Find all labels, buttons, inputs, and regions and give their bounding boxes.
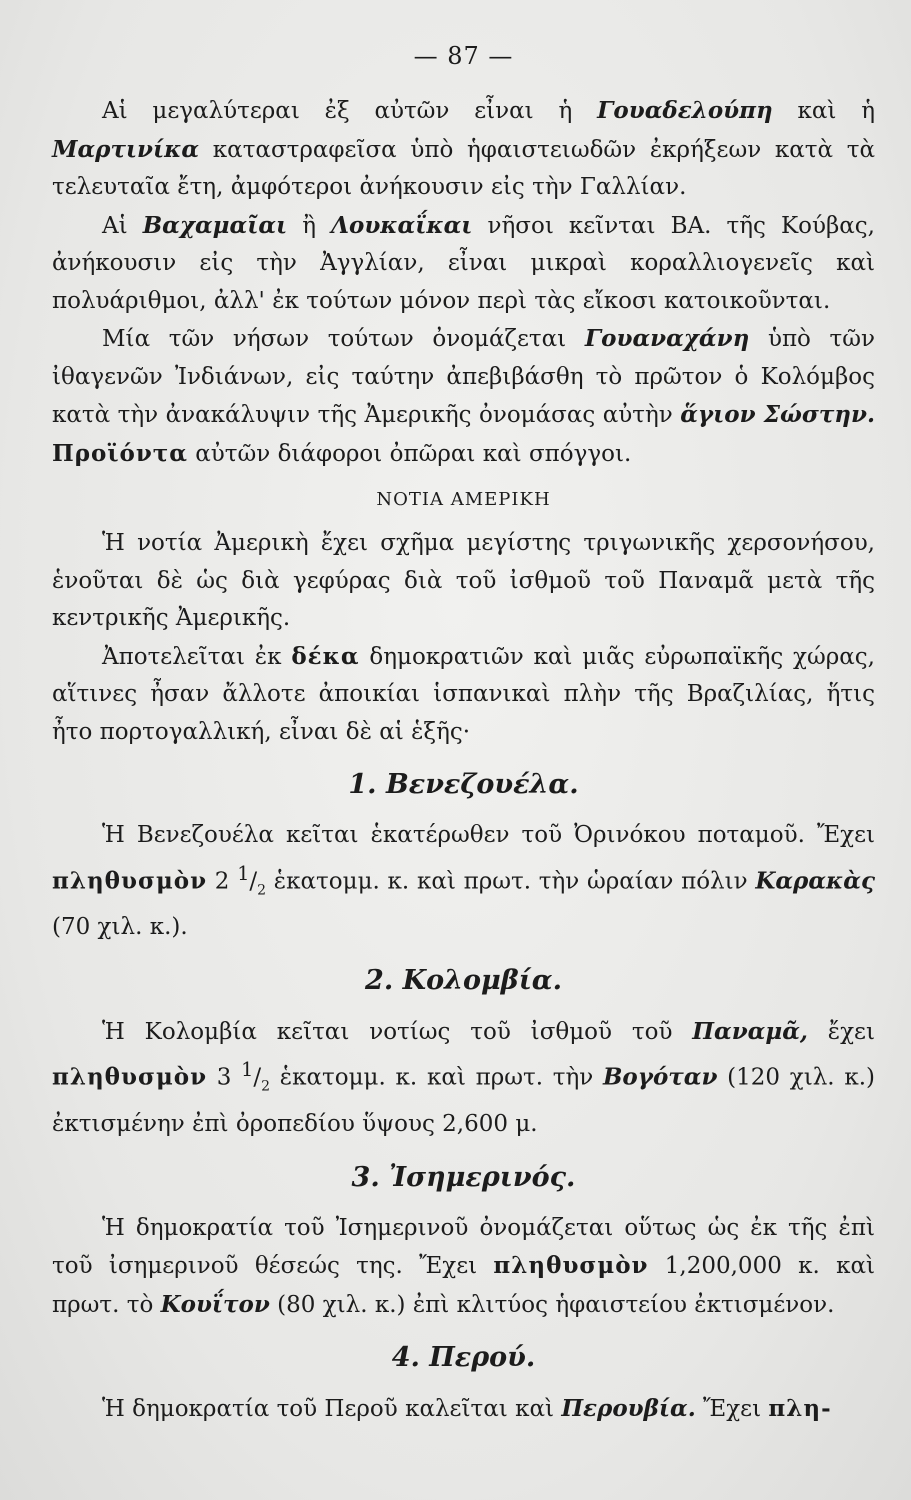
text: ἑκατομμ. κ. καὶ πρωτ. τὴν xyxy=(270,1064,603,1091)
page-number: — 87 — xyxy=(413,42,514,70)
heading-colombia: 2. Κολομβία. xyxy=(365,964,562,996)
emphasis-term: πληθυσμὸν xyxy=(493,1252,649,1279)
text: Ἡ δημοκρατία τοῦ Περοῦ καλεῖται καὶ xyxy=(102,1396,562,1422)
paragraph-south-america: Ἡ νοτία Ἀμερικὴ ἔχει σχῆμα μεγίστης τριγωνικῆς χερσονήσου, ἑνοῦται δὲ ὡς διὰ γεφύρας διὰ τοῦ ἰσθμοῦ τοῦ Παναμᾶ μετὰ τῆς κεντρικῆς Ἀμερικῆς. xyxy=(52,530,875,631)
text: Ἡ Κολομβία κεῖται νοτίως τοῦ ἰσθμοῦ τοῦ xyxy=(102,1018,693,1045)
text: (80 χιλ. κ.) ἐπὶ κλιτύος ἡφαιστείου ἐκτισμένον. xyxy=(269,1291,835,1318)
place-name: Μαρτινίκα xyxy=(52,135,200,163)
place-name: Λουκαΐκαι xyxy=(331,211,473,239)
text: Ἡ δημοκρατία τοῦ Ἰσημερινοῦ ὀνομάζεται οὕτως ὡς ἐκ τῆς ἐπὶ τοῦ ἰσημερινοῦ θέσεώς της. Ἔχει xyxy=(52,1214,875,1279)
fraction-numerator: 1 xyxy=(241,1058,254,1082)
place-name: Κουΐτον xyxy=(160,1290,270,1318)
place-name: Γουαδελούπη xyxy=(597,97,773,124)
place-name: Γουαναχάνη xyxy=(584,325,750,352)
paragraph-guadeloupe xyxy=(52,92,875,207)
place-name: Βαχαμαῖαι xyxy=(142,211,288,239)
text: αὐτῶν διάφοροι ὀπῶραι καὶ σπόγγοι. xyxy=(187,440,632,467)
text: Αἱ μεγαλύτεραι ἐξ αὐτῶν εἶναι ἡ xyxy=(102,98,598,124)
text: ἢ xyxy=(287,212,332,239)
text: ὑπὸ τῶν ἰθαγενῶν Ἰνδιάνων, εἰς ταύτην ἀπεβιβάσθη τὸ πρῶτον ὁ Κολόμβος κατὰ τὴν ἀνακάλυψιν τῆς Ἀμερικῆς ὀνομάσας αὐτὴν xyxy=(52,326,876,428)
emphasis-term: Προϊόντα xyxy=(52,439,188,467)
text: Ἡ Βενεζουέλα κεῖται ἑκατέρωθεν τοῦ Ὀρινόκου ποταμοῦ. Ἔχει xyxy=(102,822,875,848)
text: Ἀποτελεῖται ἐκ xyxy=(102,643,292,670)
place-name: Καρακὰς xyxy=(755,867,875,895)
place-name: Βογόταν xyxy=(602,1063,718,1091)
heading-peru: 4. Περού. xyxy=(391,1342,536,1373)
text: καὶ ἡ xyxy=(772,98,876,124)
text: Ἔχει xyxy=(695,1396,769,1422)
text: ἑκατομμ. κ. καὶ πρωτ. τὴν ὡραίαν πόλιν xyxy=(266,868,756,895)
section-title: ΝΟΤΙΑ ΑΜΕΡΙΚΗ xyxy=(376,489,551,510)
text: Αἱ xyxy=(102,212,143,239)
text: νῆσοι κεῖνται ΒΑ. τῆς Κούβας, ἀνήκουσιν εἰς τὴν Ἀγγλίαν, εἶναι μικραὶ κοραλλιογενεῖς καὶ πολυάριθμοι, ἀλλ' ἐκ τούτων μόνον περὶ τὰς εἴκοσι κατοικοῦνται. xyxy=(52,212,875,314)
text: (70 χιλ. κ.). xyxy=(52,914,188,941)
paragraph-peru xyxy=(52,1390,875,1429)
emphasis-term: δέκα xyxy=(291,642,360,670)
emphasis-term: πληθυσμὸν xyxy=(52,867,208,895)
fraction-numerator: 1 xyxy=(237,861,250,885)
heading-ecuador: 3. Ἰσημερινός. xyxy=(351,1161,576,1193)
paragraph-republics xyxy=(52,638,875,752)
text: ἔχει xyxy=(807,1018,875,1045)
emphasis-term: πλη- xyxy=(768,1395,832,1422)
paragraph-ecuador xyxy=(52,1210,875,1325)
text: 3 xyxy=(207,1064,242,1091)
text: Μία τῶν νήσων τούτων ὀνομάζεται xyxy=(102,326,585,352)
text: 1,200,000 κ. καὶ πρωτ. τὸ xyxy=(52,1253,875,1318)
text: καταστραφεῖσα ὑπὸ ἡφαιστειωδῶν ἐκρήξεων κατὰ τὰ τελευταῖα ἔτη, ἀμφότεροι ἀνήκουσιν εἰς τὴν Γαλλίαν. xyxy=(52,136,875,200)
text: 2 xyxy=(207,868,238,895)
place-name: ἅγιον Σώστην. xyxy=(680,401,875,428)
heading-venezuela: 1. Βενεζουέλα. xyxy=(348,769,579,800)
paragraph-guanahani xyxy=(52,320,875,473)
text: (120 χιλ. κ.) ἐκτισμένην ἐπὶ ὀροπεδίου ὕψους 2,600 μ. xyxy=(52,1064,875,1137)
fraction-denominator: 2 xyxy=(257,881,267,898)
emphasis-term: πληθυσμὸν xyxy=(52,1063,208,1091)
paragraph-venezuela: Ἡ Βενεζουέλα κεῖται ἑκατέρωθεν τοῦ Ὀρινόκου ποταμοῦ. Ἔχει πληθυσμὸν 2 $^1/_2$ ἑκατομμ. κ. καὶ πρωτ. τὴν ὡραίαν πόλιν Καρακὰς (70 χιλ. κ.). xyxy=(52,822,875,941)
fraction-denominator: 2 xyxy=(261,1078,271,1095)
text: δημοκρατιῶν καὶ μιᾶς εὐρωπαϊκῆς χώρας, αἵτινες ἦσαν ἄλλοτε ἀποικίαι ἱσπανικαὶ πλὴν τῆς Βραζιλίας, ἥτις ἦτο πορτογαλλική, εἶναι δὲ αἱ ἑξῆς· xyxy=(52,643,875,745)
place-name: Περουβία. xyxy=(561,1395,696,1422)
paragraph-colombia: Ἡ Κολομβία κεῖται νοτίως τοῦ ἰσθμοῦ τοῦ Παναμᾶ, ἔχει πληθυσμὸν 3 $^1/_2$ ἑκατομμ. κ. καὶ πρωτ. τὴν Βογόταν (120 χιλ. κ.) ἐκτισμένην ἐπὶ ὀροπεδίου ὕψους 2,600 μ. xyxy=(52,1017,875,1137)
paragraph-bahamas xyxy=(52,207,875,321)
place-name: Παναμᾶ, xyxy=(692,1017,808,1045)
